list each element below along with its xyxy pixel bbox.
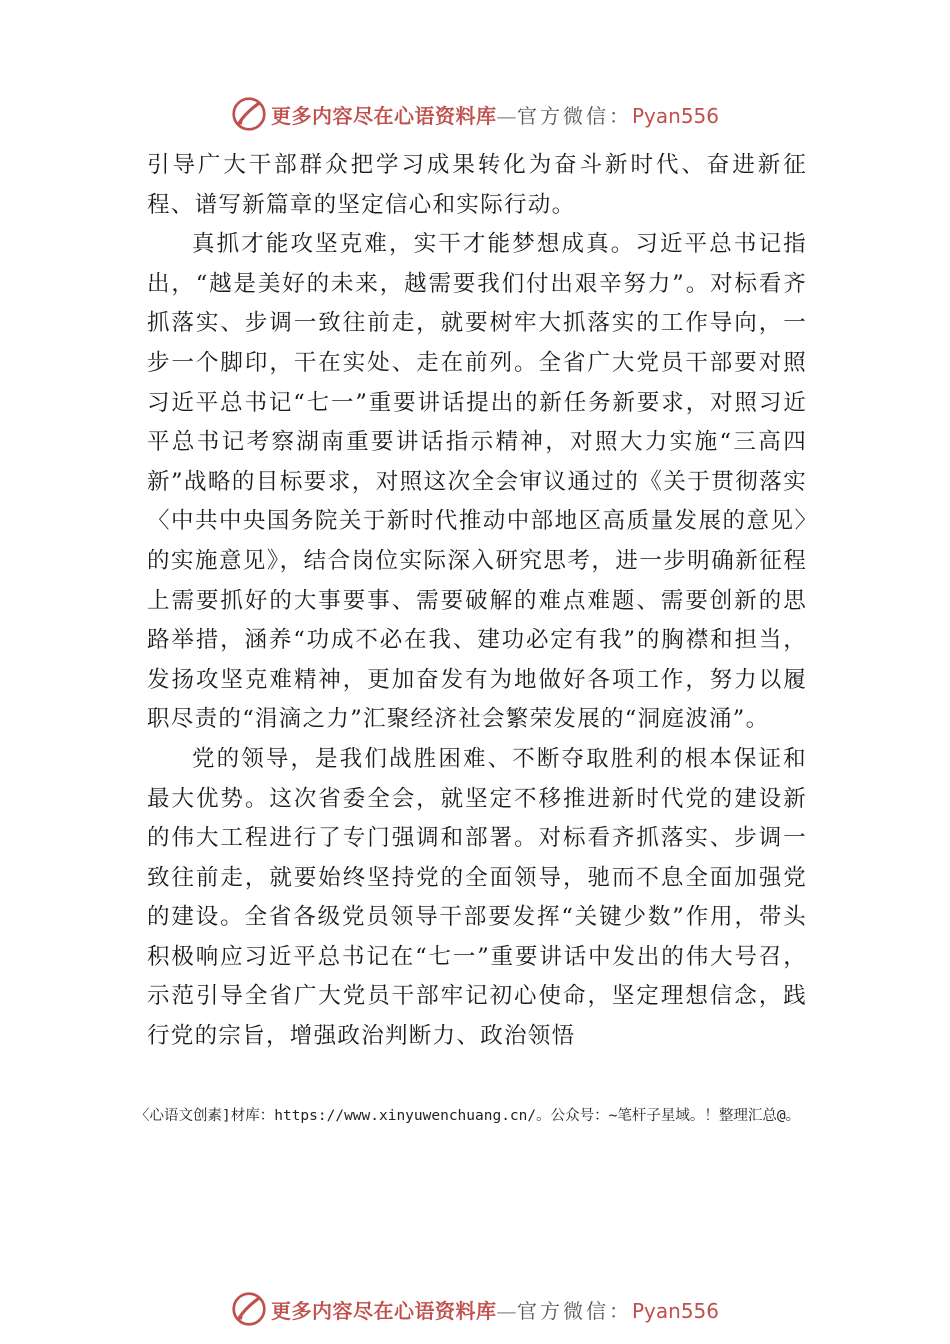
- paragraph-1: 引导广大干部群众把学习成果转化为奋斗新时代、奋进新征程、谱写新篇章的坚定信心和实际行动。: [147, 152, 807, 218]
- footer-banner: [0, 1287, 950, 1331]
- brand-name: 更多内容尽在心语资料库: [270, 103, 497, 128]
- document-body: [147, 146, 807, 1057]
- brush-logo-icon: [231, 1291, 267, 1327]
- footer-text: [271, 1295, 719, 1324]
- footer-dash: —: [496, 1298, 517, 1323]
- paragraph-3: 党的领导，是我们战胜困难、不断夺取胜利的根本保证和最大优势。这次省委全会，就坚定不移推进新时代党的建设新的伟大工程进行了专门强调和部署。对标看齐抓落实、步调一致往前走，就要始终坚持党的全面领导，驰而不息全面加强党的建设。全省各级党员领导干部要发挥“关键少数”作用，带头积极响应习近平总书记在“七一”重要讲话中发出的伟大号召，示范引导全省广大党员干部牢记初心使命，坚定理想信念，践行党的宗旨，增强政治判断力、政治领悟: [147, 745, 807, 1050]
- header-banner: [0, 92, 950, 136]
- wechat-id: Pyan556: [631, 103, 719, 128]
- brand-name: 更多内容尽在心语资料库: [270, 1298, 497, 1323]
- wechat-label: 官方微信：: [516, 1298, 632, 1323]
- header-dash: —: [496, 103, 517, 128]
- source-footnote: 〈心语文创素]材库：https://www.xinyuwenchuang.cn/。公众号：~笔杆子星域。！整理汇总@。: [135, 1108, 801, 1124]
- paragraph-2: 真抓才能攻坚克难，实干才能梦想成真。习近平总书记指出，“越是美好的未来，越需要我们付出艰辛努力”。对标看齐抓落实、步调一致往前走，就要树牢大抓落实的工作导向，一步一个脚印，干在实处、走在前列。全省广大党员干部要对照习近平总书记“七一”重要讲话提出的新任务新要求，对照习近平总书记考察湖南重要讲话指示精神，对照大力实施“三高四新”战略的目标要求，对照这次全会审议通过的《关于贯彻落实〈中共中央国务院关于新时代推动中部地区高质量发展的意见〉的实施意见》，结合岗位实际深入研究思考，进一步明确新征程上需要抓好的大事要事、需要破解的难点难题、需要创新的思路举措，涵养“功成不必在我、建功必定有我”的胸襟和担当，发扬攻坚克难精神，更加奋发有为地做好各项工作，努力以履职尽责的“涓滴之力”汇聚经济社会繁荣发展的“洞庭波涌”。: [147, 231, 807, 733]
- wechat-label: 官方微信：: [516, 103, 632, 128]
- wechat-id: Pyan556: [631, 1298, 719, 1323]
- brush-logo-icon: [231, 96, 267, 132]
- header-text: [271, 100, 719, 129]
